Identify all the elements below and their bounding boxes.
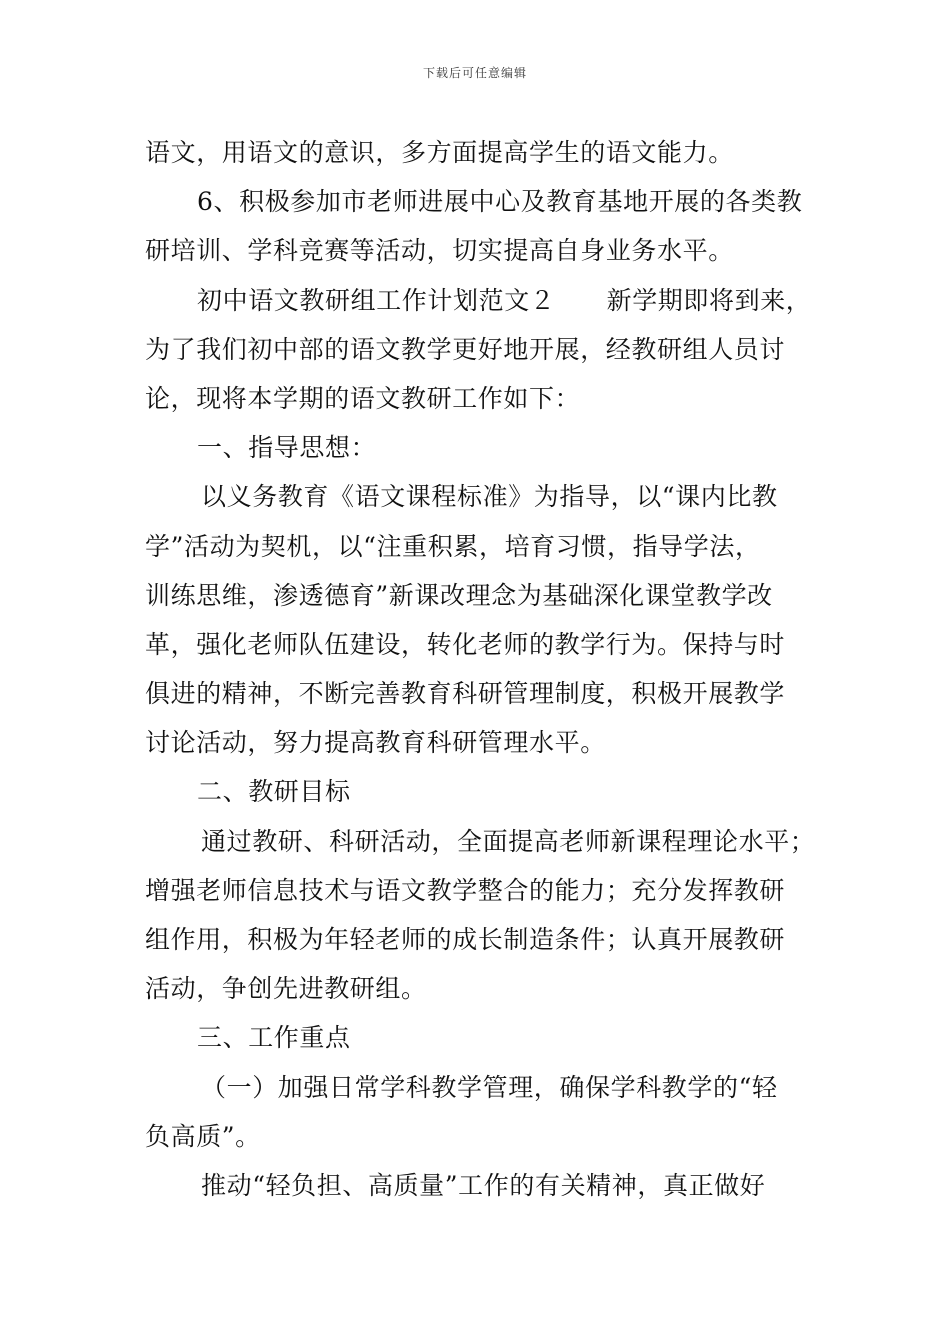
- text-line: 增强老师信息技术与语文教学整合的能力；充分发挥教研: [145, 875, 786, 905]
- text-line: 论，现将本学期的语文教研工作如下：: [145, 383, 581, 413]
- text-line: 讨论活动，努力提高教育科研管理水平。: [145, 728, 606, 758]
- section-heading: 二、教研目标: [197, 777, 351, 807]
- text-line: 语文，用语文的意识，多方面提高学生的语文能力。: [145, 138, 734, 167]
- text-line: 训练思维，渗透德育”新课改理念为基础深化课堂教学改: [145, 580, 773, 610]
- page-header: 下载后可任意编辑: [422, 66, 527, 80]
- section-heading: 三、工作重点: [197, 1023, 351, 1053]
- text-line: 推动“轻负担、高质量”工作的有关精神，真正做好: [201, 1170, 766, 1200]
- text-line: 革，强化老师队伍建设，转化老师的教学行为。保持与时: [145, 629, 786, 659]
- subsection-heading: （一）加强日常学科教学管理，确保学科教学的“轻: [201, 1072, 778, 1102]
- text-line: 俱进的精神，不断完善教育科研管理制度，积极开展教学: [145, 679, 786, 709]
- text-line: 学”活动为契机，以“注重积累，培育习惯，指导学法，: [145, 531, 761, 561]
- text-line: 研培训、学科竞赛等活动，切实提高自身业务水平。: [145, 236, 734, 266]
- text-line: 组作用，积极为年轻老师的成长制造条件；认真开展教研: [145, 925, 786, 954]
- text-line: 通过教研、科研活动，全面提高老师新课程理论水平；: [201, 826, 816, 856]
- text-line: 初中语文教研组工作计划范文２ 新学期即将到来，: [197, 285, 812, 315]
- document-body: [145, 128, 815, 1210]
- section-heading: 一、指导思想：: [197, 433, 377, 463]
- text-line: 以义务教育《语文课程标准》为指导，以“课内比教: [201, 482, 778, 512]
- text-line: 6、积极参加市老师进展中心及教育基地开展的各类教: [197, 187, 803, 217]
- text-line: 为了我们初中部的语文教学更好地开展，经教研组人员讨: [145, 334, 786, 364]
- text-line: 活动，争创先进教研组。: [145, 974, 427, 1004]
- text-line: 负高质”。: [145, 1121, 261, 1151]
